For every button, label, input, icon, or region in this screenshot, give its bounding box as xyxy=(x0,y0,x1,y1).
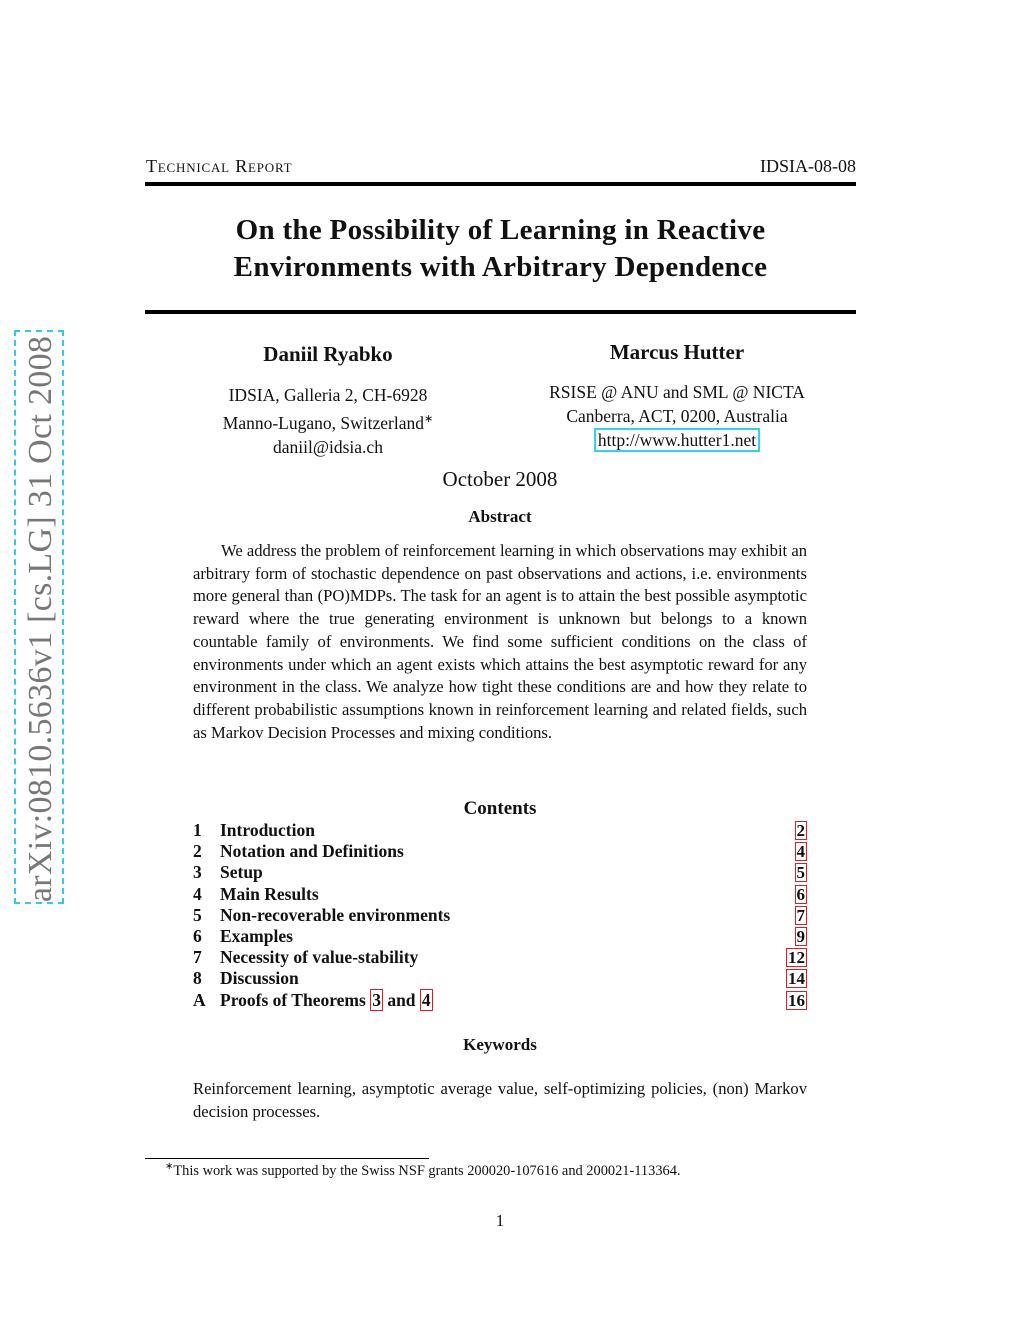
author-block-1 xyxy=(198,342,458,459)
toc-title[interactable]: Necessity of value-stability xyxy=(220,947,419,968)
toc-number: A xyxy=(193,989,206,1010)
author-affiliation: RSISE @ ANU and SML @ NICTA xyxy=(549,382,805,402)
keywords-text: Reinforcement learning, asymptotic average value, self-optimizing policies, (non) Markov decision processes. xyxy=(193,1079,807,1121)
theorem-ref-link[interactable]: 3 xyxy=(372,989,381,1010)
toc-number: 3 xyxy=(193,862,202,883)
author-block-2 xyxy=(520,340,834,452)
title-line-2: Environments with Arbitrary Dependence xyxy=(233,251,768,283)
toc-number: 2 xyxy=(193,841,202,862)
footnote xyxy=(165,1161,681,1180)
title-line-1: On the Possibility of Learning in Reactive xyxy=(235,214,766,246)
toc-page-link[interactable]: 2 xyxy=(796,821,805,840)
toc-page-link[interactable]: 14 xyxy=(788,969,805,989)
toc-page-link[interactable]: 6 xyxy=(796,884,805,904)
theorem-ref-link[interactable]: 4 xyxy=(421,989,431,1010)
author-affiliation: Canberra, ACT, 0200, Australia xyxy=(566,406,788,426)
toc-entry[interactable] xyxy=(193,841,807,862)
toc-title[interactable]: Introduction xyxy=(220,820,315,840)
report-id: IDSIA-08-08 xyxy=(760,156,856,176)
author-affiliation: Manno-Lugano, Switzerland∗ xyxy=(222,412,434,433)
toc-title[interactable]: Main Results xyxy=(220,883,319,904)
toc-page-link[interactable]: 16 xyxy=(788,990,805,1010)
toc-number: 4 xyxy=(193,883,202,904)
contents-heading: Contents xyxy=(463,798,537,819)
toc-page-link[interactable]: 7 xyxy=(796,905,805,925)
toc-entry[interactable] xyxy=(193,862,807,883)
toc-title[interactable]: Non-recoverable environments xyxy=(220,904,451,925)
toc-title[interactable]: Notation and Definitions xyxy=(220,841,404,862)
toc-entry[interactable] xyxy=(193,926,807,947)
toc-title[interactable]: Proofs of Theorems 3 and 4 xyxy=(220,989,431,1010)
author-affiliation: IDSIA, Galleria 2, CH-6928 xyxy=(228,385,428,405)
toc-number: 1 xyxy=(193,820,202,840)
toc-number: 8 xyxy=(193,968,202,989)
toc-number: 6 xyxy=(193,925,202,946)
arxiv-stamp[interactable]: arXiv:0810.5636v1 [cs.LG] 31 Oct 2008 xyxy=(22,335,59,903)
toc-entry[interactable] xyxy=(193,968,807,989)
author-name: Daniil Ryabko xyxy=(263,342,393,366)
footnote-rule xyxy=(145,1158,429,1159)
author-name: Marcus Hutter xyxy=(609,340,745,364)
date: October 2008 xyxy=(442,467,558,491)
toc-title[interactable]: Setup xyxy=(220,862,263,883)
page-number: 1 xyxy=(495,1211,505,1230)
toc-title[interactable]: Discussion xyxy=(220,968,299,989)
footnote-text: This work was supported by the Swiss NSF grants 200020-107616 and 200021-113364. xyxy=(173,1162,681,1179)
toc-number: 7 xyxy=(193,947,202,968)
abstract-heading: Abstract xyxy=(468,507,532,526)
toc-page-link[interactable]: 9 xyxy=(796,926,805,946)
footnote-marker: ∗ xyxy=(165,1161,174,1172)
report-type: Technical Report xyxy=(146,156,293,176)
author-homepage-link[interactable]: http://www.hutter1.net xyxy=(594,428,760,452)
abstract-text: We address the problem of reinforcement learning in which observations may exhibit an arbitrary form of stochastic dependence on past observations and actions, i.e. environments more general than (PO)MDPs. The task for an agent is to attain the best possible asymptotic reward where the true generating environment is unknown but belongs to a known countable family of environments. We find some sufficient conditions on the class of environments under which an agent exists which attains the best asymptotic reward for any environment in the class. We analyze how tight these conditions are and how they relate to different probabilistic assumptions known in reinforcement learning and related fields, such as Markov Decision Processes and mixing conditions. xyxy=(193,541,807,742)
toc-page-link[interactable]: 4 xyxy=(796,842,805,862)
toc-entry[interactable] xyxy=(193,947,807,968)
table-of-contents xyxy=(193,820,807,1011)
toc-entry[interactable] xyxy=(193,884,807,905)
paper-title xyxy=(145,212,856,286)
toc-page-link[interactable]: 5 xyxy=(796,863,805,883)
footnote-marker: ∗ xyxy=(423,413,434,425)
top-rule xyxy=(145,182,856,186)
toc-entry[interactable] xyxy=(193,820,807,841)
author-email: daniil@idsia.ch xyxy=(273,436,383,457)
toc-number: 5 xyxy=(193,904,202,925)
title-rule xyxy=(145,310,856,314)
toc-entry[interactable] xyxy=(193,905,807,926)
toc-title[interactable]: Examples xyxy=(220,925,293,946)
keywords-heading: Keywords xyxy=(463,1035,537,1054)
toc-entry-appendix[interactable] xyxy=(193,990,807,1011)
toc-page-link[interactable]: 12 xyxy=(788,948,805,968)
